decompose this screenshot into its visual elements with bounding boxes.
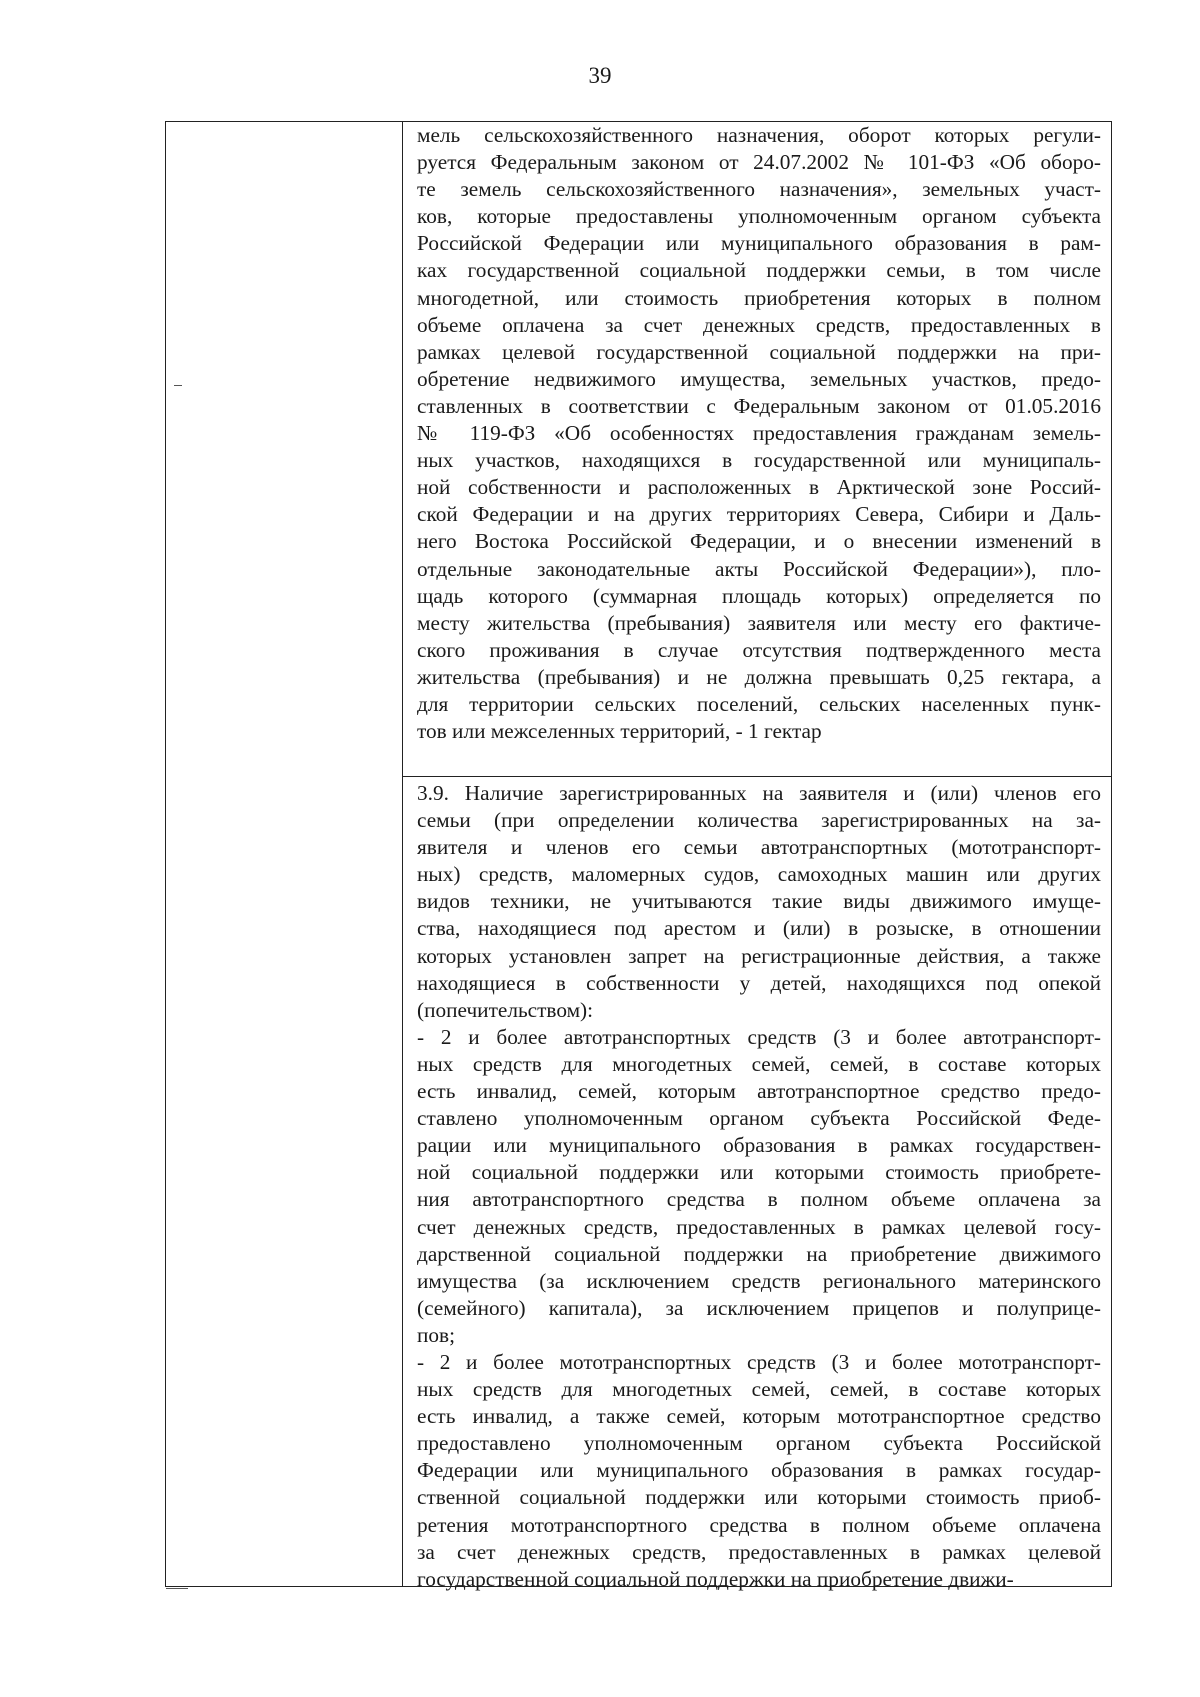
text-line: рации или муниципального образования в рамках государствен-: [417, 1133, 1101, 1158]
text-line: ского проживания в случае отсутствия подтвержденного места: [417, 637, 1101, 662]
text-line: тов или межселенных территорий, - 1 гектар: [417, 719, 822, 744]
text-line: счет денежных средств, предоставленных в рамках целевой госу-: [417, 1214, 1101, 1239]
text-line: находящиеся в собственности у детей, находящихся под опекой: [417, 970, 1101, 995]
text-line: (попечительством):: [417, 997, 594, 1022]
text-line: ной собственности и расположенных в Арктической зоне Россий-: [417, 475, 1101, 500]
text-line: семьи (при определении количества зарегистрированных на за-: [417, 808, 1101, 833]
text-line: есть инвалид, семей, которым автотранспортное средство предо-: [417, 1079, 1101, 1104]
text-line: щадь которого (суммарная площадь которых) определяется по: [417, 583, 1101, 608]
text-line: объеме оплачена за счет денежных средств, предоставленных в: [417, 312, 1101, 337]
text-line: ственной социальной поддержки или которыми стоимость приоб-: [417, 1485, 1101, 1510]
text-line: есть инвалид, а также семей, которым мототранспортное средство: [417, 1404, 1101, 1429]
text-line: руется Федеральным законом от 24.07.2002 № 101-ФЗ «Об оборо-: [417, 150, 1101, 175]
text-line: те земель сельскохозяйственного назначения», земельных участ-: [417, 177, 1101, 202]
text-line: - 2 и более автотранспортных средств (3 и более автотранспорт-: [417, 1024, 1101, 1049]
text-line: рамках целевой государственной социальной поддержки на при-: [417, 339, 1101, 364]
text-line: видов техники, не учитываются такие виды движимого имуще-: [417, 889, 1101, 914]
text-line: Российской Федерации или муниципального образования в рам-: [417, 231, 1101, 256]
text-line: ной социальной поддержки или которыми стоимость приобрете-: [417, 1160, 1101, 1185]
text-line: мель сельскохозяйственного назначения, оборот которых регули-: [417, 123, 1101, 147]
text-line: ных) средств, маломерных судов, самоходных машин или других: [417, 862, 1101, 887]
table-cell-land-plots: [417, 122, 1101, 745]
text-line: дарственной социальной поддержки на приобретение движимого: [417, 1241, 1101, 1266]
text-line: ства, находящиеся под арестом и (или) в розыске, в отношении: [417, 916, 1101, 941]
text-line: ставлено уполномоченным органом субъекта Российской Феде-: [417, 1106, 1101, 1131]
table-cell-vehicles: [417, 780, 1101, 1593]
text-line: государственной социальной поддержки на приобретение движи-: [417, 1566, 1014, 1591]
text-line: имущества (за исключением средств регионального материнского: [417, 1268, 1101, 1293]
text-line: жительства (пребывания) и не должна превышать 0,25 гектара, а: [417, 664, 1101, 689]
document-table: [165, 121, 1112, 1591]
text-line: явителя и членов его семьи автотранспортных (мототранспорт-: [417, 835, 1101, 860]
text-line: за счет денежных средств, предоставленных в рамках целевой: [417, 1539, 1101, 1564]
text-line: многодетной, или стоимость приобретения которых в полном: [417, 285, 1101, 310]
text-line: месту жительства (пребывания) заявителя или месту его фактиче-: [417, 610, 1101, 635]
text-line: ков, которые предоставлены уполномоченным органом субъекта: [417, 204, 1101, 229]
text-line: пов;: [417, 1322, 456, 1347]
text-line: для территории сельских поселений, сельских населенных пунк-: [417, 691, 1101, 716]
text-line: 3.9. Наличие зарегистрированных на заявителя и (или) членов его: [417, 781, 1101, 805]
text-line: ных средств для многодетных семей, семей, в составе которых: [417, 1051, 1101, 1076]
text-line: ния автотранспортного средства в полном объеме оплачена за: [417, 1187, 1101, 1212]
text-line: него Востока Российской Федерации, и о внесении изменений в: [417, 529, 1101, 554]
text-line: ской Федерации и на других территориях Севера, Сибири и Даль-: [417, 502, 1101, 527]
page-number: 39: [588, 63, 612, 88]
text-line: ставленных в соответствии с Федеральным законом от 01.05.2016: [417, 393, 1101, 418]
text-line: отдельные законодательные акты Российской Федерации»), пло-: [417, 556, 1101, 581]
text-line: ных средств для многодетных семей, семей, в составе которых: [417, 1377, 1101, 1402]
text-line: № 119-ФЗ «Об особенностях предоставления гражданам земель-: [417, 421, 1101, 446]
text-line: которых установлен запрет на регистрационные действия, а также: [417, 943, 1101, 968]
scan-speck: [174, 385, 182, 386]
text-line: ретения мототранспортного средства в полном объеме оплачена: [417, 1512, 1101, 1537]
text-line: - 2 и более мототранспортных средств (3 и более мототранспорт-: [417, 1349, 1101, 1374]
text-line: обретение недвижимого имущества, земельных участков, предо-: [417, 366, 1101, 391]
table-column-divider: [402, 122, 403, 1586]
text-line: ках государственной социальной поддержки семьи, в том числе: [417, 258, 1101, 283]
text-line: предоставлено уполномоченным органом субъекта Российской: [417, 1431, 1101, 1456]
text-line: Федерации или муниципального образования в рамках государ-: [417, 1458, 1101, 1483]
text-line: (семейного) капитала), за исключением прицепов и полуприце-: [417, 1295, 1101, 1320]
text-line: ных участков, находящихся в государственной или муниципаль-: [417, 448, 1101, 473]
scan-speck: [166, 1588, 188, 1589]
table-row-divider: [402, 776, 1111, 777]
